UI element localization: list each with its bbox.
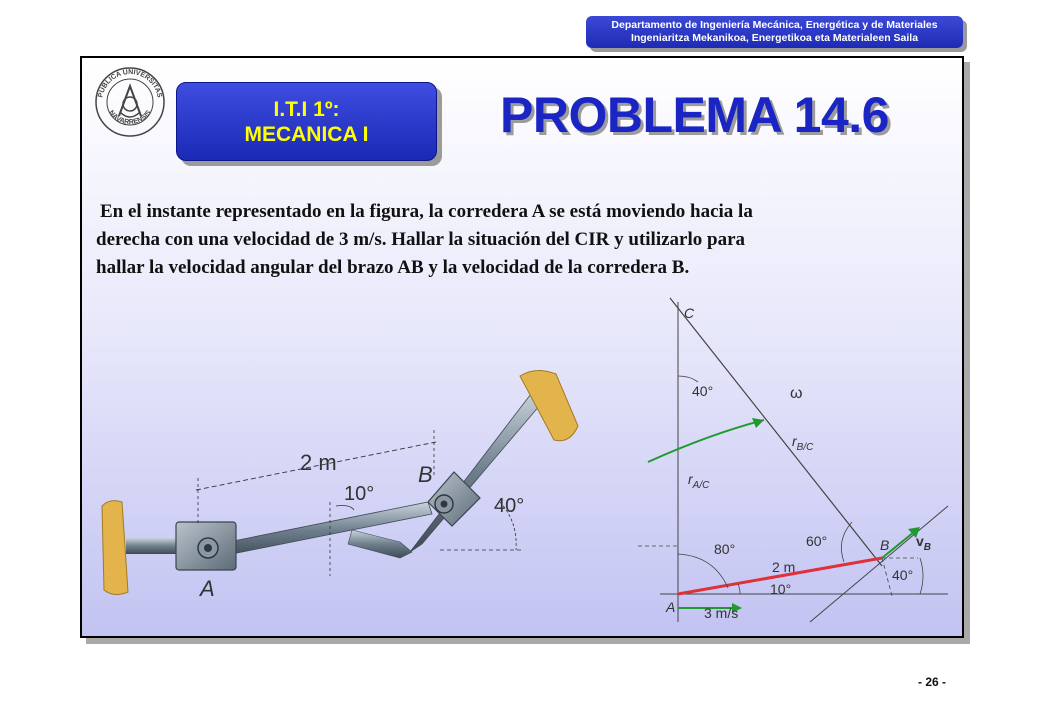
seal-text-bottom: NAVARRENSIS bbox=[107, 109, 153, 127]
department-header bbox=[586, 16, 963, 48]
velocity-b-label: $v_B$ bbox=[916, 533, 932, 553]
line-cb bbox=[670, 298, 882, 566]
arc-b-40 bbox=[920, 558, 923, 594]
arc-b-60 bbox=[841, 522, 852, 562]
length-label: 2 m bbox=[300, 450, 337, 475]
r-ac-label: $r_{A/C}$ bbox=[688, 471, 710, 491]
point-b-label: B bbox=[418, 462, 433, 487]
point-a-label: A bbox=[200, 576, 215, 601]
department-line-1: Departamento de Ingeniería Mecánica, Energética y de Materiales bbox=[611, 19, 938, 31]
omega-arrow bbox=[648, 420, 764, 462]
line-slide-b bbox=[810, 506, 948, 622]
angle-40-label: 40° bbox=[494, 495, 525, 517]
arm-bend bbox=[348, 530, 412, 558]
point-b-label-cir: B bbox=[880, 537, 890, 553]
length-label-cir: 2 m bbox=[772, 559, 796, 575]
point-c-label: C bbox=[684, 305, 695, 321]
arc-ab-10 bbox=[738, 584, 740, 594]
r-bc-label: $r_{B/C}$ bbox=[792, 433, 814, 453]
course-line-1: I.T.I 1º: bbox=[273, 98, 340, 121]
arc-10 bbox=[336, 506, 354, 511]
problem-statement bbox=[96, 198, 948, 282]
angle-ab-label: 10° bbox=[770, 581, 792, 597]
arc-a-80 bbox=[678, 554, 728, 588]
angle-b-label: 60° bbox=[806, 533, 828, 549]
cir-diagram bbox=[630, 296, 960, 626]
point-a-label-cir: A bbox=[666, 599, 676, 615]
page-title: PROBLEMA 14.6 bbox=[500, 87, 889, 143]
pin-b-center bbox=[441, 501, 448, 508]
department-line-2: Ingeniaritza Mekanikoa, Energetikoa eta Materialeen Saila bbox=[630, 32, 919, 44]
mechanism-figure bbox=[100, 366, 600, 606]
arc-c bbox=[678, 376, 698, 382]
reference-b-vertical bbox=[882, 558, 892, 596]
angle-c-label: 40° bbox=[692, 383, 714, 399]
omega-label: ω bbox=[790, 385, 803, 402]
angle-a-label: 80° bbox=[714, 541, 736, 557]
pin-a-center bbox=[204, 544, 212, 552]
velocity-a-label: 3 m/s bbox=[704, 605, 739, 621]
left-wall-support bbox=[102, 501, 128, 595]
angle-slide-b-label: 40° bbox=[892, 567, 914, 583]
course-box bbox=[176, 82, 437, 161]
problem-line-1: En el instante representado en la figura, la corredera A se está moviendo hacia la bbox=[100, 201, 753, 222]
angle-10-label: 10° bbox=[344, 483, 375, 505]
problem-line-3: hallar la velocidad angular del brazo AB y la velocidad de la corredera B. bbox=[96, 257, 690, 278]
university-seal-logo bbox=[94, 66, 166, 138]
page-number: - 26 - bbox=[918, 675, 947, 689]
problem-line-2: derecha con una velocidad de 3 m/s. Hallar la situación del CIR y utilizarlo para bbox=[96, 229, 746, 250]
course-line-2: MECANICA I bbox=[244, 123, 369, 146]
seal-text-top: PUBLICA UNIVERSITAS bbox=[97, 68, 163, 99]
